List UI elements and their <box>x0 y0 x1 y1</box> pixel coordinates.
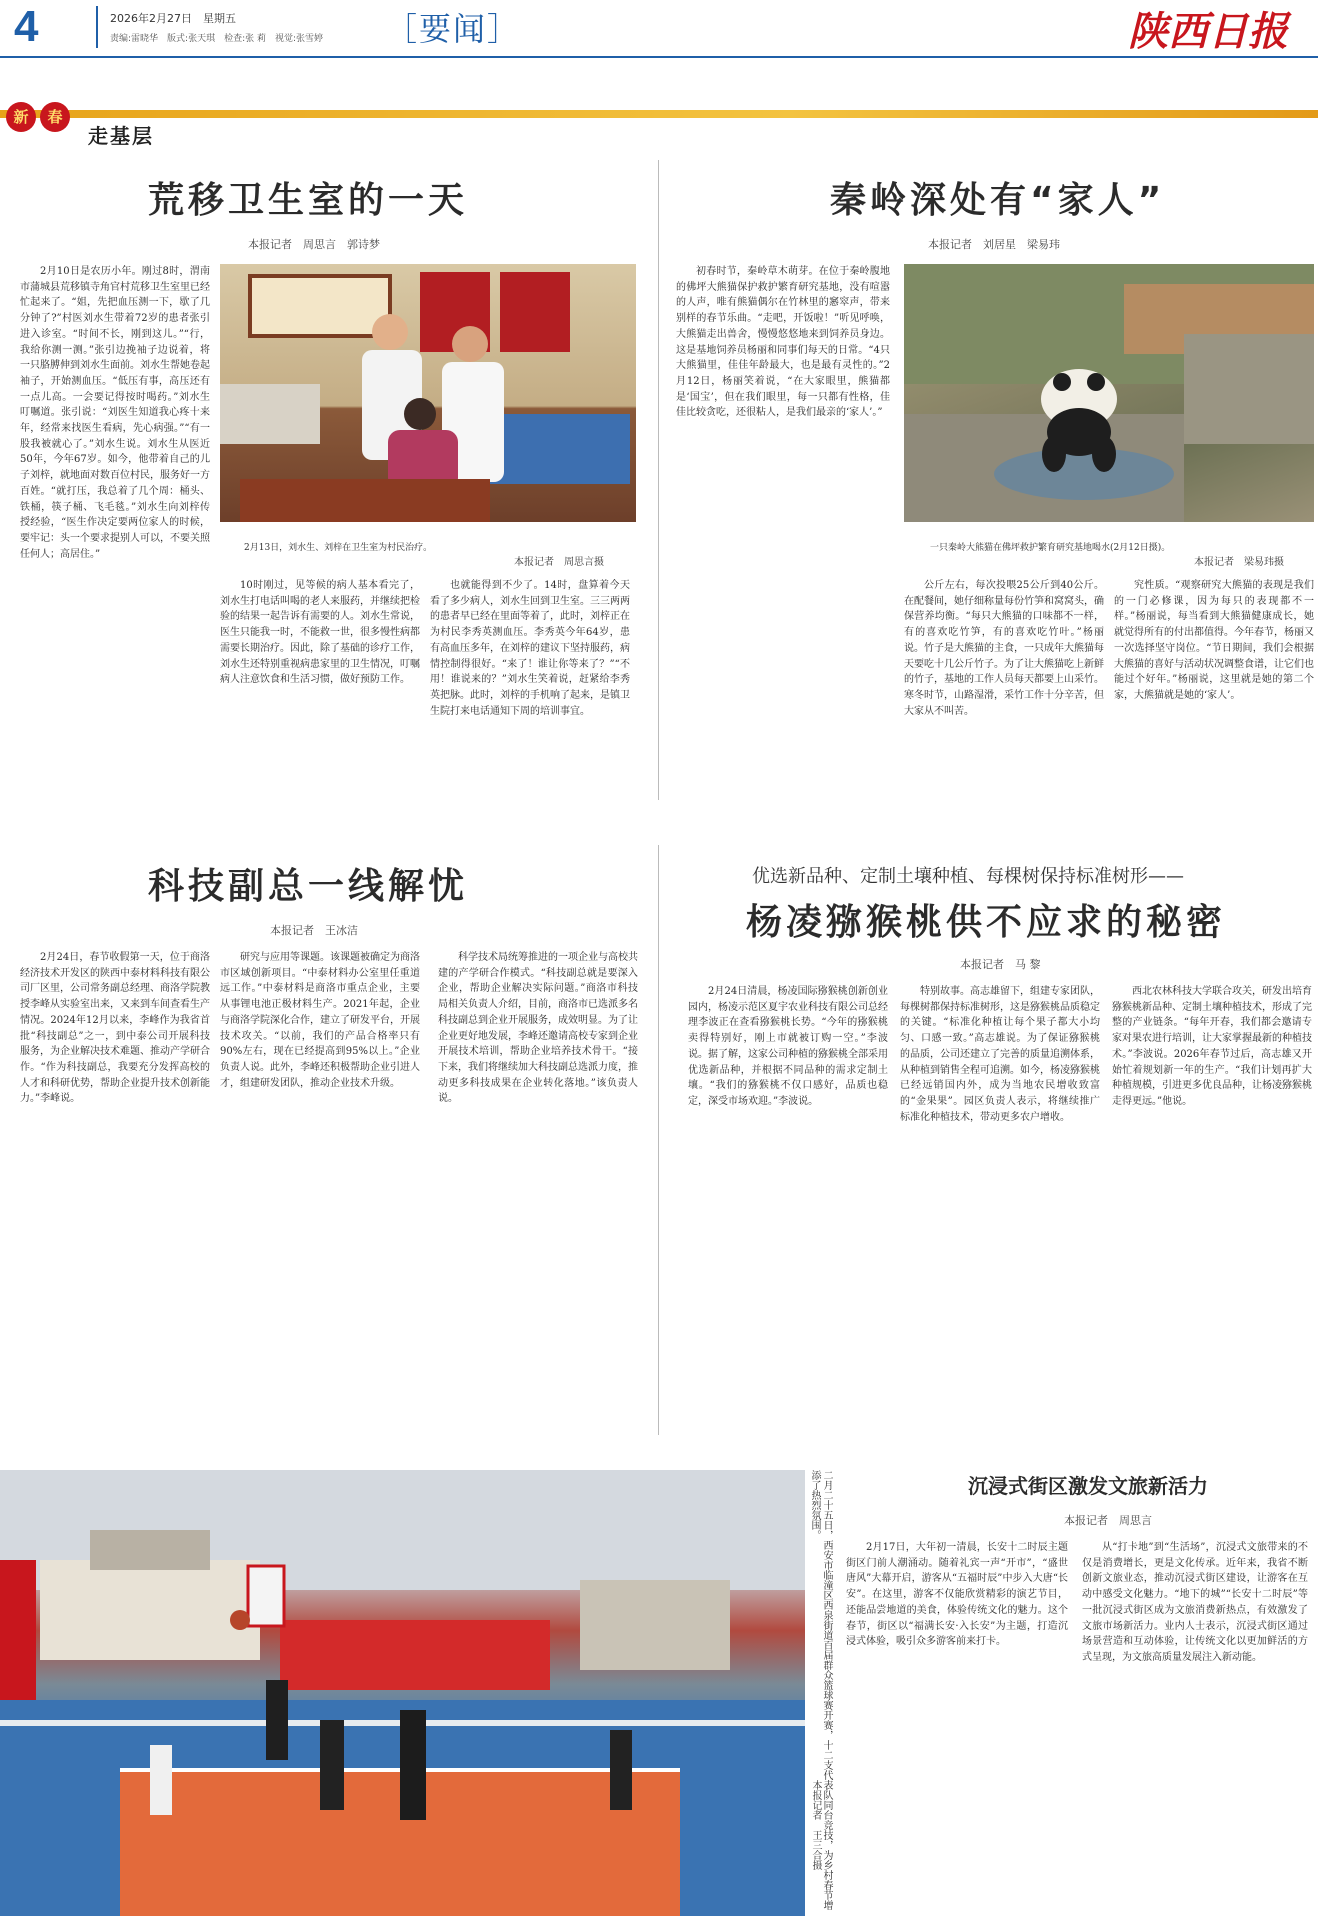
paragraph: 研究与应用等课题。该课题被确定为商洛市区域创新项目。“中泰材料办公室里任重道远工作。”中泰材料是商洛市重点企业，主要从事锂电池正极材料生产。2021年起，企业与商洛学院深化合作，建立了研发平台，开展技术攻关。“以前，我们的产品合格率只有90%左右，现在已经提高到95%以上。”企业负责人说。此外，李峰还积极帮助企业引进人才，组建研发团队，推动企业技术升级。 <box>220 952 420 1089</box>
paragraph: 10时刚过，见等候的病人基本看完了，刘水生打电话叫喝的老人来服药，并继续把检验的结果一起告诉有需要的人。刘水生常说，医生只能我一时，不能救一世，很多慢性病都需要长期治疗。因此，除了基础的诊疗工作，刘水生还特别重视病患家里的卫生情况，叮嘱病人注意饮食和生活习惯，做好预防工作。 <box>220 580 420 686</box>
new-year-badge-2: 春 <box>40 102 70 132</box>
article-column <box>20 950 210 1430</box>
column-rule <box>658 160 659 800</box>
photo-credit-panda: 本报记者 梁易玮摄 <box>1194 557 1284 568</box>
headline-kiwi: 杨凌猕猴桃供不应求的秘密 <box>746 902 1227 943</box>
article-column <box>904 578 1104 794</box>
paragraph: 2月24日清晨，杨凌国际猕猴桃创新创业园内，杨凌示范区夏宇农业科技有限公司总经理李波正在查看猕猴桃长势。“今年的猕猴桃卖得特别好，刚上市就被订购一空。”李波说。据了解，这家公司种植的猕猴桃全部采用优选新品种，并根据不同品种的需求定制土壤。“我们的猕猴桃不仅口感好，品质也稳定，深受市场欢迎。”李波说。 <box>688 986 888 1107</box>
masthead-divider <box>96 6 98 48</box>
photo-panda-illustration <box>904 264 1314 522</box>
byline-clinic: 本报记者 周思言 郭诗梦 <box>248 238 380 251</box>
editorial-staff: 责编:雷晓华 版式:张天琪 检查:张 莉 视觉:张雪婷 <box>110 34 323 44</box>
paragraph: 2月17日，大年初一清晨，长安十二时辰主题街区门前人潮涌动。随着礼宾一声“开市”，“盛世唐风”大幕开启，游客从“五福时辰”中步入大唐“长安”。在这里，游客不仅能欣赏精彩的演艺节目，还能品尝地道的美食，体验传统文化的魅力。这个春节，街区以“福满长安·入长安”为主题，打造沉浸式体验，吸引众多游客前来打卡。 <box>846 1542 1068 1648</box>
paragraph: 2月10日是农历小年。刚过8时，渭南市蒲城县荒移镇寺角官村荒移卫生室里已经忙起来了。“姐，先把血压测一下，歇了几分钟了?”村医刘水生带着72岁的患者张引进入诊室。“时间不长，刚到这儿。”“行，我给你测一测。”张引边挽袖子边说着，将一只胳膊伸到刘水生面前。刘水生帮她卷起袖子，开始测血压。“低压有事，高压还有一点儿高。一会要记得按时喝药。”刘水生叮嘱道。张引说：“刘医生知道我心疼十来年，经常来找医生看病，先心病强。”“有一股我被就心了。”刘水生说。刘水生从医近50年，今年67岁。如今，他带着自己的儿子刘梓，就地面对数百位村民，服务好一方百姓。“就打压，我总着了几个周：桶头、铁桶，筷子桶、飞毛毯。”刘水生向刘梓传授经验，“医生作决定要两位家人的时候，要牢记：头一个要求提别人可以，不要关照任何人；高居住。” <box>20 266 210 560</box>
headline-tech: 科技副总一线解忧 <box>148 866 469 907</box>
kicker-kiwi: 优选新品种、定制土壤种植、每棵树保持标准树形—— <box>752 866 1184 887</box>
article-column <box>1112 984 1312 1430</box>
byline-tech: 本报记者 王冰洁 <box>270 924 358 937</box>
column-banner <box>0 100 1318 150</box>
paragraph: 究性质。“观察研究大熊猫的表现是我们的一门必修课，因为每只的表现都不一样。”杨丽说，每当看到大熊猫健康成长，她就觉得所有的付出都值得。今年春节，杨丽又一次选择坚守岗位。“节日期间，我们会根据大熊猫的喜好与活动状况调整食谱，让它们也能过个好年。”杨丽说，这里就是她的第二个家，大熊猫就是她的‘家人’。 <box>1114 580 1314 701</box>
masthead-rule <box>0 56 1318 58</box>
paragraph: 从“打卡地”到“生活场”，沉浸式文旅带来的不仅是消费增长，更是文化传承。近年来，我省不断创新文旅业态，推动沉浸式街区建设，让游客在互动中感受文化魅力。“地下的城”“长安十二时辰”等一批沉浸式街区成为文旅消费新热点，有效激发了文旅市场新活力。业内人士表示，沉浸式街区通过场景营造和互动体验，让传统文化以更加鲜活的方式呈现，为文旅高质量发展注入新动能。 <box>1082 1542 1308 1663</box>
byline-panda: 本报记者 刘居星 梁易玮 <box>928 238 1060 251</box>
article-column <box>688 984 888 1430</box>
photo-panda <box>904 264 1314 522</box>
paragraph: 2月24日，春节收假第一天，位于商洛经济技术开发区的陕西中泰材料科技有限公司厂区里，公司常务副总经理、商洛学院教授李峰从实验室出来，又来到车间查看生产情况。2024年12月以来，李峰作为我省首批“科技副总”之一，到中泰公司开展科技服务，为企业解决技术难题、推动产学研合作。“作为科技副总，我要充分发挥高校的人才和科研优势，帮助企业提升技术创新能力。”李峰说。 <box>20 952 210 1105</box>
paragraph: 公斤左右，每次投喂25公斤到40公斤。在配餐间，她仔细称量每份竹笋和窝窝头，确保营养均衡。“每只大熊猫的口味都不一样，有的喜欢吃竹笋，有的喜欢吃竹叶。”杨丽说。竹子是大熊猫的主食，一只成年大熊猫每天要吃十几公斤竹子。为了让大熊猫吃上新鲜的竹子，基地的工作人员每天都要上山采竹。寒冬时节，山路湿滑，采竹工作十分辛苦，但大家从不叫苦。 <box>904 580 1104 717</box>
caption-text: 二月二十五日，西安市临潼区西泉街道百届群众篮球赛开赛，十二支代表队同台竞技，为乡村春节增添了热烈氛围。 <box>809 1470 832 1910</box>
paragraph: 科学技术局统筹推进的一项企业与高校共建的产学研合作模式。“科技副总就是要深入企业，帮助企业解决实际问题。”商洛市科技局相关负责人介绍，目前，商洛市已选派多名科技副总到企业开展服务，成效明显。为了让企业更好地发展，李峰还邀请高校专家到企业开展技术培训，帮助企业培养技术骨干。“接下来，我们将继续加大科技副总选派力度，推动更多科技成果在企业转化落地。”该负责人说。 <box>438 952 638 1105</box>
column-rule <box>658 845 659 1435</box>
paragraph: 西北农林科技大学联合攻关，研发出培育猕猴桃新品种、定制土壤种植技术，形成了完整的产业链条。“每年开春，我们都会邀请专家对果农进行培训，让大家掌握最新的种植技术。”李波说。2026年春节过后，高志雄又开始忙着规划新一年的生产。“我们计划再扩大种植规模，引进更多优良品种，让杨凌猕猴桃走得更远。”他说。 <box>1112 986 1312 1107</box>
article-column <box>676 264 890 794</box>
byline-culture: 本报记者 周思言 <box>1064 1514 1152 1527</box>
headline-culture: 沉浸式街区激发文旅新活力 <box>968 1474 1208 1498</box>
article-column <box>846 1540 1068 1910</box>
photo-caption-clinic: 2月13日，刘水生、刘梓在卫生室为村民治疗。 <box>244 543 433 553</box>
column-title: 走基层 <box>88 124 154 148</box>
photo-clinic-treatment <box>220 264 636 522</box>
byline-kiwi: 本报记者 马 黎 <box>960 958 1041 971</box>
article-column <box>220 950 420 1430</box>
article-column <box>1114 578 1314 794</box>
article-column <box>438 950 638 1430</box>
page-number: 4 <box>14 2 39 51</box>
photo-basketball-game <box>0 1470 805 1916</box>
article-column <box>220 578 420 794</box>
photo-clinic-illustration <box>220 264 636 522</box>
headline-panda: 秦岭深处有“家人” <box>830 180 1166 221</box>
banner-stripe <box>0 110 1318 118</box>
section-title: ［要闻］ <box>385 10 522 48</box>
article-column <box>430 578 630 794</box>
article-column <box>1082 1540 1308 1910</box>
photo-caption-panda: 一只秦岭大熊猫在佛坪救护繁育研究基地喝水(2月12日摄)。 <box>930 543 1171 553</box>
headline-clinic: 荒移卫生室的一天 <box>148 180 469 221</box>
article-column <box>20 264 210 794</box>
paragraph: 特别故事。高志雄留下，组建专家团队，每棵树都保持标准树形，这是猕猴桃品质稳定的关键。“标准化种植让每个果子都大小均匀、口感一致。”高志雄说。为了保证猕猴桃的品质，公司还建立了完善的质量追溯体系，从种植到销售全程可追溯。如今，杨凌猕猴桃已经远销国内外，成为当地农民增收致富的“金果果”。园区负责人表示，将继续推广标准化种植技术，带动更多农户增收。 <box>900 986 1100 1123</box>
issue-date: 2026年2月27日 星期五 <box>110 12 236 25</box>
paragraph: 初春时节，秦岭草木萌芽。在位于秦岭腹地的佛坪大熊猫保护救护繁育研究基地，没有喧嚣的人声，唯有熊猫偶尔在竹林里的窸窣声，带来别样的春节乐曲。“走吧，开饭啦！”听见呼唤，大熊猫走出兽舍，慢慢悠悠地来到饲养员身边。这是基地饲养员杨丽和同事们每天的日常。“4只大熊猫里，佳佳年龄最大，也是最有灵性的。”2月12日，杨丽笑着说，“在大家眼里，熊猫都是‘国宝’，但在我们眼里，每一只都有性格，佳佳比较贪吃，还很粘人，是我们最亲的‘家人’。” <box>676 266 890 419</box>
photo-credit-clinic: 本报记者 周思言摄 <box>514 557 604 568</box>
photo-basketball-illustration <box>0 1470 805 1916</box>
new-year-badge-1: 新 <box>6 102 36 132</box>
newspaper-logo: 陕西日报 <box>1128 8 1288 55</box>
masthead <box>0 0 1318 58</box>
paragraph: 也就能得到不少了。14时，盘算着今天看了多少病人，刘水生回到卫生室。三三两两的患者早已经在里面等着了，此时，刘梓正在为村民李秀英测血压。李秀英今年64岁，患有高血压多年，在刘梓的建议下坚持服药，病情控制得很好。“来了！谁让你等来了？”“不用！谁说来的？”刘水生笑着说，赶紧给李秀英把脉。此时，刘梓的手机响了起来，是镇卫生院打来电话通知下周的培训事宜。 <box>430 580 630 717</box>
article-column <box>900 984 1100 1430</box>
photo-credit-basketball: 本报记者 王三合摄 <box>810 1780 821 1870</box>
